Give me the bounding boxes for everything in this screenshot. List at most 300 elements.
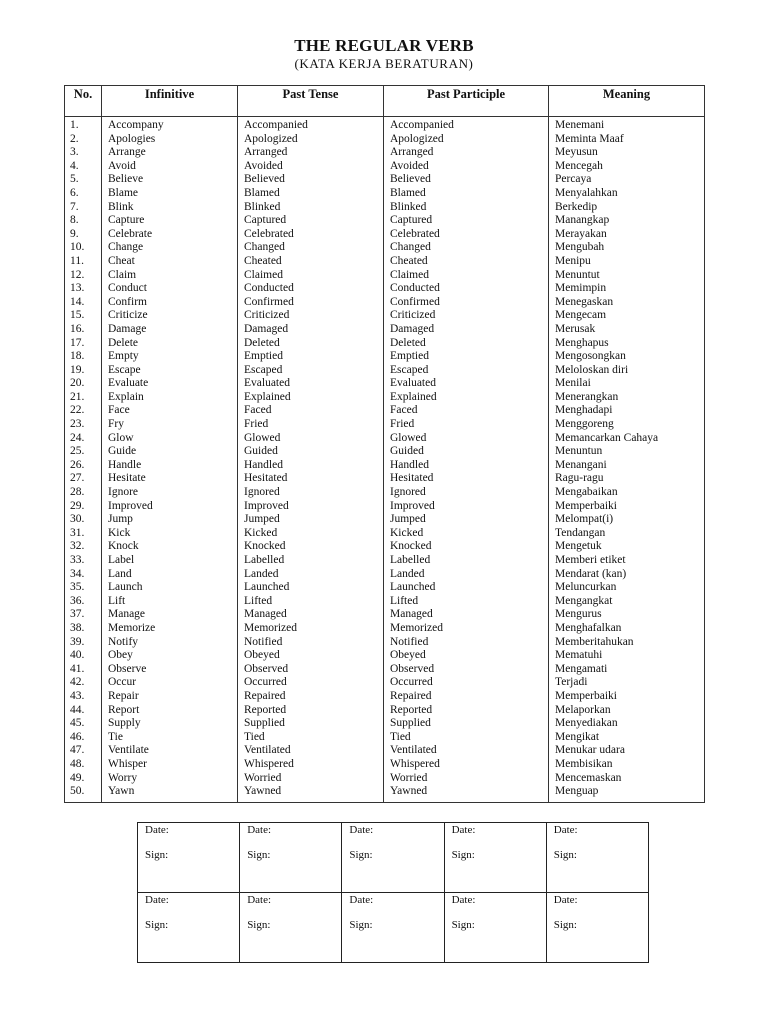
cell-infinitive: Conduct — [102, 282, 238, 296]
cell-meaning: Menghafalkan — [549, 622, 705, 636]
cell-past-tense: Changed — [238, 241, 384, 255]
cell-meaning: Ragu-ragu — [549, 472, 705, 486]
cell-past-participle: Supplied — [384, 717, 549, 731]
cell-infinitive: Fry — [102, 418, 238, 432]
cell-infinitive: Ignore — [102, 486, 238, 500]
table-row — [65, 309, 705, 323]
table-row — [65, 432, 705, 446]
header-no: No. — [65, 86, 102, 117]
table-row — [65, 663, 705, 677]
cell-infinitive: Improved — [102, 500, 238, 514]
cell-no: 29. — [65, 500, 102, 514]
cell-no: 10. — [65, 241, 102, 255]
table-row — [65, 717, 705, 731]
table-row — [65, 323, 705, 337]
cell-past-tense: Kicked — [238, 527, 384, 541]
cell-infinitive: Apologies — [102, 133, 238, 147]
cell-past-tense: Criticized — [238, 309, 384, 323]
cell-past-participle: Tied — [384, 731, 549, 745]
cell-past-tense: Blamed — [238, 187, 384, 201]
table-row — [65, 255, 705, 269]
cell-past-participle: Cheated — [384, 255, 549, 269]
header-infinitive: Infinitive — [102, 86, 238, 117]
cell-no: 39. — [65, 636, 102, 650]
cell-infinitive: Damage — [102, 323, 238, 337]
cell-no: 9. — [65, 228, 102, 242]
cell-no: 16. — [65, 323, 102, 337]
cell-past-tense: Ignored — [238, 486, 384, 500]
sign-label: Sign: — [349, 849, 373, 861]
cell-past-tense: Glowed — [238, 432, 384, 446]
cell-past-participle: Avoided — [384, 160, 549, 174]
cell-past-tense: Fried — [238, 418, 384, 432]
table-row — [65, 636, 705, 650]
cell-no: 22. — [65, 404, 102, 418]
table-row — [65, 282, 705, 296]
cell-past-participle: Launched — [384, 581, 549, 595]
cell-past-tense: Reported — [238, 704, 384, 718]
cell-past-tense: Avoided — [238, 160, 384, 174]
cell-no: 12. — [65, 269, 102, 283]
cell-meaning: Menguap — [549, 785, 705, 802]
table-row — [65, 500, 705, 514]
cell-meaning: Mendarat (kan) — [549, 568, 705, 582]
cell-meaning: Menerangkan — [549, 391, 705, 405]
table-row — [65, 649, 705, 663]
table-row — [65, 772, 705, 786]
cell-meaning: Menghadapi — [549, 404, 705, 418]
table-header-row — [65, 86, 705, 117]
cell-past-participle: Ventilated — [384, 744, 549, 758]
cell-infinitive: Launch — [102, 581, 238, 595]
cell-infinitive: Delete — [102, 337, 238, 351]
cell-past-tense: Lifted — [238, 595, 384, 609]
cell-infinitive: Manage — [102, 608, 238, 622]
sign-label: Sign: — [349, 919, 373, 931]
regular-verb-table — [64, 85, 705, 803]
cell-past-tense: Captured — [238, 214, 384, 228]
cell-meaning: Mengurus — [549, 608, 705, 622]
cell-past-tense: Managed — [238, 608, 384, 622]
cell-past-tense: Tied — [238, 731, 384, 745]
cell-meaning: Menilai — [549, 377, 705, 391]
table-row — [65, 241, 705, 255]
table-row — [65, 785, 705, 802]
cell-past-participle: Reported — [384, 704, 549, 718]
cell-infinitive: Cheat — [102, 255, 238, 269]
table-row — [65, 228, 705, 242]
table-row — [65, 117, 705, 133]
signature-cell — [546, 893, 648, 963]
cell-infinitive: Supply — [102, 717, 238, 731]
cell-past-participle: Repaired — [384, 690, 549, 704]
cell-meaning: Melaporkan — [549, 704, 705, 718]
date-label: Date: — [145, 824, 169, 836]
cell-infinitive: Accompany — [102, 117, 238, 133]
table-row — [65, 459, 705, 473]
cell-past-participle: Explained — [384, 391, 549, 405]
table-row — [65, 160, 705, 174]
date-label: Date: — [349, 894, 374, 906]
cell-meaning: Memberitahukan — [549, 636, 705, 650]
cell-past-participle: Escaped — [384, 364, 549, 378]
date-label: Date: — [349, 824, 374, 836]
cell-past-tense: Celebrated — [238, 228, 384, 242]
cell-infinitive: Occur — [102, 676, 238, 690]
date-label: Date: — [247, 824, 272, 836]
cell-no: 7. — [65, 201, 102, 215]
table-row — [65, 173, 705, 187]
cell-past-participle: Lifted — [384, 595, 549, 609]
table-row — [65, 527, 705, 541]
signature-cell — [444, 823, 546, 893]
signature-row — [138, 823, 649, 893]
sign-label: Sign: — [451, 849, 475, 861]
cell-infinitive: Obey — [102, 649, 238, 663]
cell-past-participle: Emptied — [384, 350, 549, 364]
cell-no: 30. — [65, 513, 102, 527]
signature-cell — [138, 893, 240, 963]
cell-past-tense: Ventilated — [238, 744, 384, 758]
cell-past-tense: Conducted — [238, 282, 384, 296]
cell-meaning: Mencegah — [549, 160, 705, 174]
cell-past-tense: Improved — [238, 500, 384, 514]
cell-meaning: Menukar udara — [549, 744, 705, 758]
table-row — [65, 731, 705, 745]
cell-past-tense: Knocked — [238, 540, 384, 554]
cell-infinitive: Arrange — [102, 146, 238, 160]
cell-past-tense: Hesitated — [238, 472, 384, 486]
sign-label: Sign: — [451, 919, 475, 931]
cell-infinitive: Kick — [102, 527, 238, 541]
date-label: Date: — [145, 894, 169, 906]
table-body — [65, 117, 705, 803]
cell-past-participle: Improved — [384, 500, 549, 514]
cell-past-participle: Celebrated — [384, 228, 549, 242]
cell-meaning: Merayakan — [549, 228, 705, 242]
cell-past-tense: Evaluated — [238, 377, 384, 391]
cell-past-participle: Guided — [384, 445, 549, 459]
cell-past-participle: Captured — [384, 214, 549, 228]
table-row — [65, 133, 705, 147]
cell-no: 3. — [65, 146, 102, 160]
cell-past-tense: Emptied — [238, 350, 384, 364]
cell-past-participle: Confirmed — [384, 296, 549, 310]
cell-infinitive: Worry — [102, 772, 238, 786]
cell-past-participle: Damaged — [384, 323, 549, 337]
cell-past-tense: Believed — [238, 173, 384, 187]
cell-infinitive: Label — [102, 554, 238, 568]
table-row — [65, 201, 705, 215]
cell-past-tense: Blinked — [238, 201, 384, 215]
cell-meaning: Menghapus — [549, 337, 705, 351]
cell-past-participle: Hesitated — [384, 472, 549, 486]
cell-meaning: Mematuhi — [549, 649, 705, 663]
cell-past-tense: Notified — [238, 636, 384, 650]
table-row — [65, 622, 705, 636]
cell-no: 28. — [65, 486, 102, 500]
cell-no: 36. — [65, 595, 102, 609]
cell-meaning: Menuntun — [549, 445, 705, 459]
cell-past-tense: Explained — [238, 391, 384, 405]
cell-no: 13. — [65, 282, 102, 296]
cell-meaning: Berkedip — [549, 201, 705, 215]
cell-past-tense: Memorized — [238, 622, 384, 636]
cell-no: 17. — [65, 337, 102, 351]
date-label: Date: — [247, 894, 272, 906]
cell-no: 44. — [65, 704, 102, 718]
cell-infinitive: Handle — [102, 459, 238, 473]
date-label: Date: — [553, 894, 578, 906]
date-label: Date: — [451, 894, 476, 906]
table-row — [65, 568, 705, 582]
page-title: THE REGULAR VERB — [294, 36, 474, 55]
sign-label: Sign: — [553, 849, 577, 861]
table-row — [65, 337, 705, 351]
cell-infinitive: Criticize — [102, 309, 238, 323]
cell-past-participle: Jumped — [384, 513, 549, 527]
cell-past-participle: Evaluated — [384, 377, 549, 391]
table-row — [65, 486, 705, 500]
cell-meaning: Mencemaskan — [549, 772, 705, 786]
cell-no: 43. — [65, 690, 102, 704]
cell-infinitive: Blame — [102, 187, 238, 201]
cell-no: 4. — [65, 160, 102, 174]
cell-infinitive: Report — [102, 704, 238, 718]
cell-meaning: Meyusun — [549, 146, 705, 160]
signature-cell — [138, 823, 240, 893]
cell-past-participle: Worried — [384, 772, 549, 786]
signature-cell — [444, 893, 546, 963]
cell-meaning: Memimpin — [549, 282, 705, 296]
cell-meaning: Mengamati — [549, 663, 705, 677]
cell-no: 34. — [65, 568, 102, 582]
table-row — [65, 581, 705, 595]
cell-no: 42. — [65, 676, 102, 690]
cell-meaning: Mengubah — [549, 241, 705, 255]
cell-meaning: Mengosongkan — [549, 350, 705, 364]
cell-past-participle: Criticized — [384, 309, 549, 323]
cell-meaning: Menegaskan — [549, 296, 705, 310]
cell-meaning: Memperbaiki — [549, 690, 705, 704]
cell-meaning: Menuntut — [549, 269, 705, 283]
signature-cell — [342, 823, 444, 893]
cell-no: 45. — [65, 717, 102, 731]
cell-past-tense: Handled — [238, 459, 384, 473]
cell-infinitive: Glow — [102, 432, 238, 446]
cell-past-tense: Accompanied — [238, 117, 384, 133]
cell-infinitive: Change — [102, 241, 238, 255]
cell-meaning: Menyediakan — [549, 717, 705, 731]
cell-past-participle: Notified — [384, 636, 549, 650]
cell-past-tense: Claimed — [238, 269, 384, 283]
signature-grid — [137, 822, 649, 963]
cell-meaning: Meloloskan diri — [549, 364, 705, 378]
table-row — [65, 391, 705, 405]
cell-infinitive: Observe — [102, 663, 238, 677]
cell-past-participle: Blamed — [384, 187, 549, 201]
cell-no: 24. — [65, 432, 102, 446]
cell-infinitive: Ventilate — [102, 744, 238, 758]
table-row — [65, 364, 705, 378]
cell-no: 21. — [65, 391, 102, 405]
cell-past-tense: Obeyed — [238, 649, 384, 663]
cell-past-participle: Blinked — [384, 201, 549, 215]
cell-infinitive: Yawn — [102, 785, 238, 802]
cell-past-participle: Managed — [384, 608, 549, 622]
cell-no: 35. — [65, 581, 102, 595]
cell-meaning: Tendangan — [549, 527, 705, 541]
cell-infinitive: Notify — [102, 636, 238, 650]
cell-no: 1. — [65, 117, 102, 133]
cell-meaning: Meminta Maaf — [549, 133, 705, 147]
cell-past-participle: Memorized — [384, 622, 549, 636]
header-meaning: Meaning — [549, 86, 705, 117]
signature-cell — [546, 823, 648, 893]
table-row — [65, 377, 705, 391]
table-row — [65, 269, 705, 283]
cell-meaning: Mengecam — [549, 309, 705, 323]
cell-no: 23. — [65, 418, 102, 432]
header-past-tense: Past Tense — [238, 86, 384, 117]
cell-past-participle: Ignored — [384, 486, 549, 500]
cell-infinitive: Blink — [102, 201, 238, 215]
cell-infinitive: Empty — [102, 350, 238, 364]
cell-past-participle: Knocked — [384, 540, 549, 554]
cell-no: 2. — [65, 133, 102, 147]
cell-past-tense: Supplied — [238, 717, 384, 731]
cell-meaning: Menipu — [549, 255, 705, 269]
cell-no: 26. — [65, 459, 102, 473]
cell-meaning: Merusak — [549, 323, 705, 337]
cell-no: 15. — [65, 309, 102, 323]
cell-no: 32. — [65, 540, 102, 554]
cell-no: 25. — [65, 445, 102, 459]
cell-meaning: Percaya — [549, 173, 705, 187]
cell-meaning: Memancarkan Cahaya — [549, 432, 705, 446]
cell-infinitive: Knock — [102, 540, 238, 554]
cell-infinitive: Lift — [102, 595, 238, 609]
cell-past-tense: Deleted — [238, 337, 384, 351]
cell-past-tense: Labelled — [238, 554, 384, 568]
cell-meaning: Menemani — [549, 117, 705, 133]
header-past-participle: Past Participle — [384, 86, 549, 117]
cell-no: 40. — [65, 649, 102, 663]
cell-no: 48. — [65, 758, 102, 772]
cell-no: 31. — [65, 527, 102, 541]
table-row — [65, 418, 705, 432]
cell-past-tense: Cheated — [238, 255, 384, 269]
cell-infinitive: Celebrate — [102, 228, 238, 242]
table-row — [65, 608, 705, 622]
cell-no: 11. — [65, 255, 102, 269]
cell-infinitive: Evaluate — [102, 377, 238, 391]
cell-past-tense: Launched — [238, 581, 384, 595]
cell-past-participle: Changed — [384, 241, 549, 255]
table-row — [65, 445, 705, 459]
cell-past-tense: Whispered — [238, 758, 384, 772]
cell-past-participle: Arranged — [384, 146, 549, 160]
cell-meaning: Mengabaikan — [549, 486, 705, 500]
cell-past-participle: Glowed — [384, 432, 549, 446]
table-row — [65, 472, 705, 486]
cell-meaning: Manangkap — [549, 214, 705, 228]
cell-past-participle: Fried — [384, 418, 549, 432]
sign-label: Sign: — [145, 919, 169, 931]
cell-past-tense: Faced — [238, 404, 384, 418]
table-row — [65, 554, 705, 568]
cell-past-participle: Accompanied — [384, 117, 549, 133]
cell-past-tense: Confirmed — [238, 296, 384, 310]
table-row — [65, 350, 705, 364]
cell-infinitive: Hesitate — [102, 472, 238, 486]
cell-past-tense: Yawned — [238, 785, 384, 802]
date-label: Date: — [451, 824, 476, 836]
cell-past-tense: Landed — [238, 568, 384, 582]
table-row — [65, 214, 705, 228]
cell-meaning: Memberi etiket — [549, 554, 705, 568]
cell-past-participle: Conducted — [384, 282, 549, 296]
signature-cell — [240, 823, 342, 893]
cell-past-participle: Observed — [384, 663, 549, 677]
table-row — [65, 758, 705, 772]
cell-no: 38. — [65, 622, 102, 636]
table-row — [65, 744, 705, 758]
cell-meaning: Menangani — [549, 459, 705, 473]
cell-past-tense: Escaped — [238, 364, 384, 378]
cell-past-participle: Apologized — [384, 133, 549, 147]
table-row — [65, 690, 705, 704]
cell-no: 49. — [65, 772, 102, 786]
cell-past-tense: Arranged — [238, 146, 384, 160]
cell-no: 19. — [65, 364, 102, 378]
cell-infinitive: Memorize — [102, 622, 238, 636]
cell-infinitive: Avoid — [102, 160, 238, 174]
table-row — [65, 704, 705, 718]
cell-past-participle: Believed — [384, 173, 549, 187]
sign-label: Sign: — [145, 849, 169, 861]
cell-past-participle: Occurred — [384, 676, 549, 690]
cell-past-tense: Repaired — [238, 690, 384, 704]
cell-infinitive: Confirm — [102, 296, 238, 310]
cell-meaning: Menggoreng — [549, 418, 705, 432]
cell-past-tense: Observed — [238, 663, 384, 677]
cell-past-tense: Damaged — [238, 323, 384, 337]
cell-infinitive: Repair — [102, 690, 238, 704]
cell-meaning: Mengetuk — [549, 540, 705, 554]
cell-infinitive: Face — [102, 404, 238, 418]
signature-cell — [342, 893, 444, 963]
cell-infinitive: Escape — [102, 364, 238, 378]
cell-past-tense: Worried — [238, 772, 384, 786]
cell-no: 5. — [65, 173, 102, 187]
cell-past-tense: Occurred — [238, 676, 384, 690]
table-row — [65, 676, 705, 690]
cell-infinitive: Land — [102, 568, 238, 582]
sign-label: Sign: — [553, 919, 577, 931]
cell-past-participle: Yawned — [384, 785, 549, 802]
cell-meaning: Melompat(i) — [549, 513, 705, 527]
signature-row — [138, 893, 649, 963]
cell-no: 33. — [65, 554, 102, 568]
cell-past-participle: Deleted — [384, 337, 549, 351]
cell-meaning: Mengangkat — [549, 595, 705, 609]
table-row — [65, 513, 705, 527]
cell-meaning: Memperbaiki — [549, 500, 705, 514]
cell-no: 14. — [65, 296, 102, 310]
cell-no: 20. — [65, 377, 102, 391]
cell-no: 8. — [65, 214, 102, 228]
